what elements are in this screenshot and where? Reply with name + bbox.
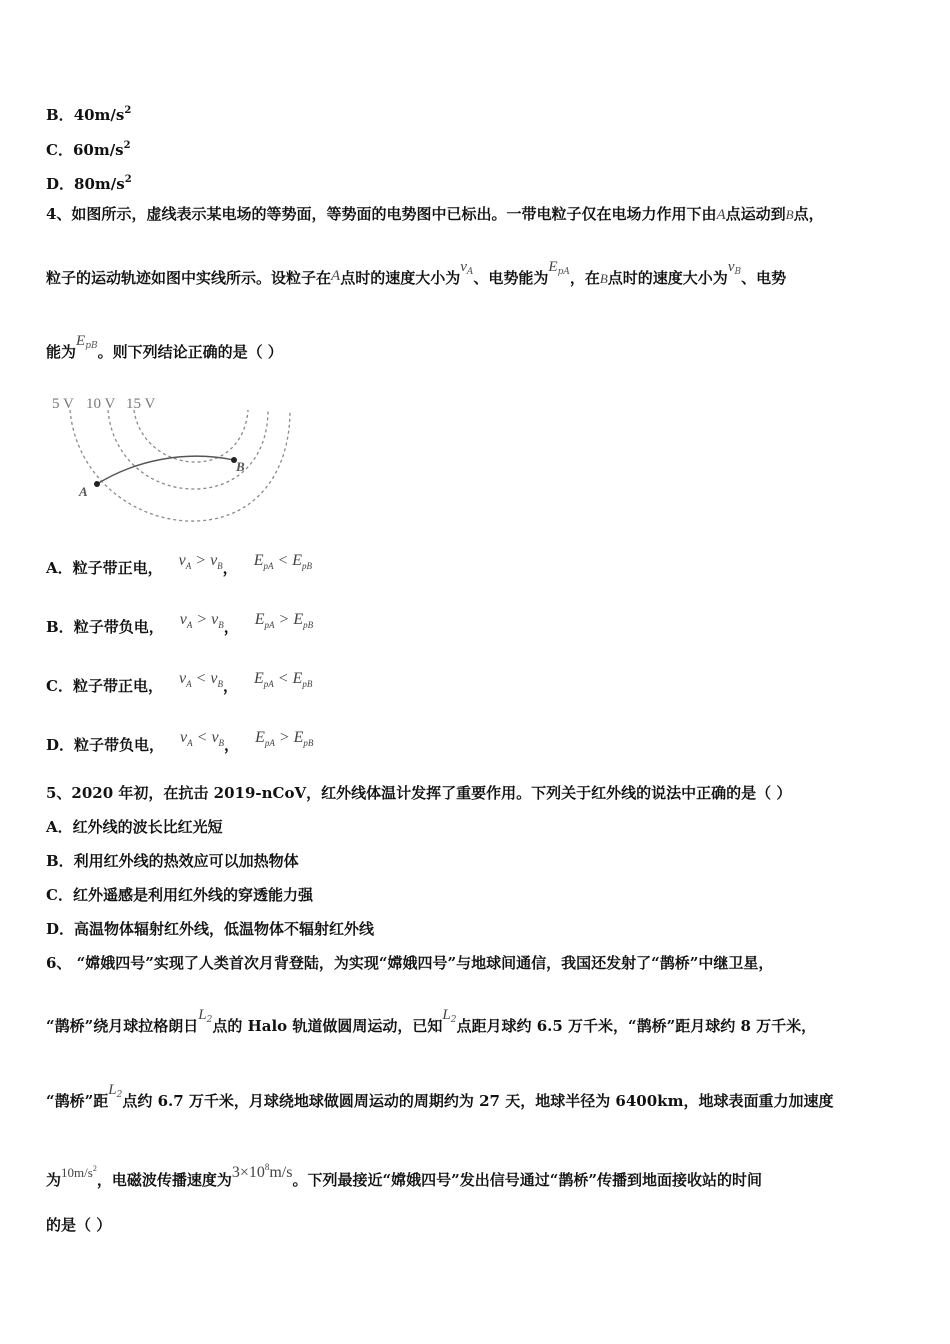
q4-option-c: C．粒子带正电， $v_A < v_B$， $E_{pA} < E_{pB}$ — [46, 670, 313, 695]
q6-stem-line2: “鹊桥”绕月球拉格朗日$L_2$点的 Halo 轨道做圆周运动，已知$L_2$点距月球约 6.5 万千米，“鹊桥”距月球约 8 万千米， — [46, 1007, 817, 1035]
q5-option-a: A．红外线的波长比红光短 — [46, 818, 223, 836]
q6-stem-line4: 为$10m/s^2$，电磁波传播速度为$3\times 10^8m/s$。下列最接近“嫦娥四号”发出信号通过“鹊桥”传播到地面接收站的时间 — [46, 1162, 762, 1189]
q4-option-a: A．粒子带正电， $v_A > v_B$， $E_{pA} < E_{pB}$ — [46, 552, 313, 577]
q4-option-b: B．粒子带负电， $v_A > v_B$， $E_{pA} > E_{pB}$ — [46, 611, 314, 636]
q6-stem-line5: 的是（ ） — [46, 1216, 112, 1234]
label-10v: 10 V — [86, 396, 116, 412]
equipotential-10v — [108, 410, 268, 489]
q5-option-b: B．利用红外线的热效应可以加热物体 — [46, 852, 299, 870]
trajectory — [97, 456, 234, 484]
q3-option-c: C．$60m/s^2$ — [46, 140, 131, 159]
label-5v: 5 V — [52, 396, 74, 412]
q4-stem-line2: 粒子的运动轨迹如图中实线所示。设粒子在A点时的速度大小为$v_A$、电势能为$E_{pA}$，在B点时的速度大小为$v_B$、电势 — [46, 259, 787, 287]
q5-option-d: D．高温物体辐射红外线，低温物体不辐射红外线 — [46, 920, 375, 938]
equipotential-figure — [46, 388, 306, 528]
q3-option-d: D．$80m/s^2$ — [46, 174, 132, 193]
label-b: B — [236, 459, 245, 474]
q6-stem-line3: “鹊桥”距$L_2$点约 6.7 万千米，月球绕地球做圆周运动的周期约为 27 天，地球半径为 6400km，地球表面重力加速度 — [46, 1082, 834, 1110]
q6-stem-line1: 6、 “嫦娥四号”实现了人类首次月背登陆，为实现“嫦娥四号”与地球间通信，我国还发射了“鹊桥”中继卫星， — [46, 954, 774, 972]
q4-option-d: D．粒子带负电， $v_A < v_B$， $E_{pA} > E_{pB}$ — [46, 729, 314, 754]
q5-stem: 5、2020 年初，在抗击 2019-nCoV，红外线体温计发挥了重要作用。下列关于红外线的说法中正确的是（ ） — [46, 784, 792, 802]
q4-stem-line3: 能为$E_{pB}$。则下列结论正确的是（ ） — [46, 333, 283, 361]
q3-option-b: B．$40m/s^2$ — [46, 105, 132, 124]
label-a: A — [79, 484, 88, 499]
equipotential-15v — [134, 410, 248, 462]
label-15v: 15 V — [126, 396, 156, 412]
equipotential-5v — [70, 410, 290, 521]
point-a — [94, 481, 100, 487]
q4-stem-line1: 4、如图所示，虚线表示某电场的等势面，等势面的电势图中已标出。一带电粒子仅在电场力作用下由A点运动到B点， — [46, 205, 824, 223]
q5-option-c: C．红外遥感是利用红外线的穿透能力强 — [46, 886, 313, 904]
